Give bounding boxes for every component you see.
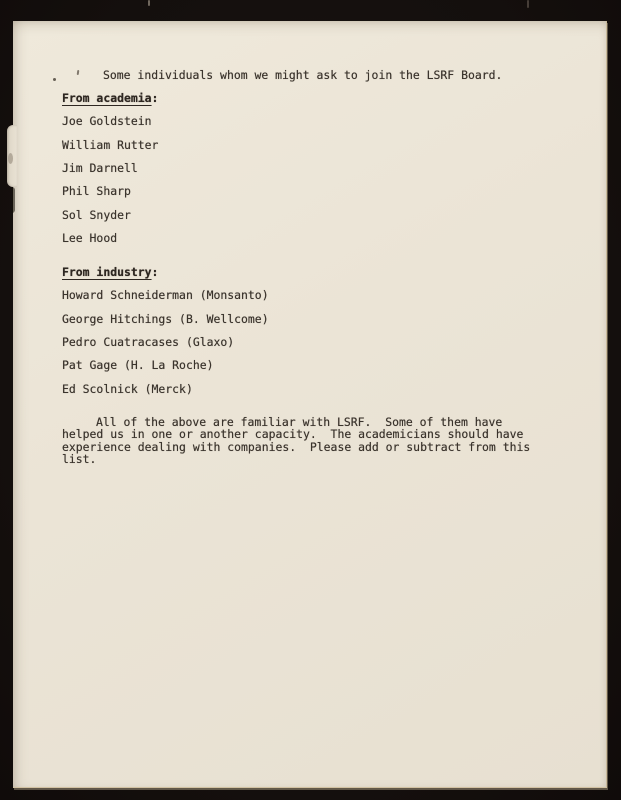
scan-artifact-tick	[77, 70, 80, 75]
list-item-industry: Pedro Cuatracases (Glaxo)	[62, 335, 235, 349]
intro-line: Some individuals whom we might ask to join the LSRF Board.	[103, 68, 503, 82]
list-item-industry: Pat Gage (H. La Roche)	[62, 358, 214, 372]
paper-edge-notch	[12, 187, 15, 213]
section-heading-industry	[62, 266, 158, 279]
scan-scratch-right	[527, 0, 529, 8]
paper-edge-tab	[7, 125, 17, 187]
staple-smudge	[8, 153, 13, 164]
list-item-academia: Phil Sharp	[62, 184, 131, 198]
list-item-academia: William Rutter	[62, 138, 159, 152]
closing-line: helped us in one or another capacity. The academicians should have	[62, 427, 524, 442]
scan-scratch-left	[148, 0, 150, 6]
list-item-academia: Jim Darnell	[62, 161, 138, 175]
document-page	[13, 21, 607, 788]
heading-industry-text: From industry	[62, 265, 152, 279]
closing-line: experience dealing with companies. Please add or subtract from this	[62, 439, 531, 454]
closing-line: All of the above are familiar with LSRF. Some of them have	[96, 415, 503, 429]
list-item-academia: Sol Snyder	[62, 208, 131, 222]
closing-paragraph	[62, 416, 530, 465]
heading-academia-colon: :	[151, 91, 159, 105]
section-heading-academia	[62, 92, 158, 105]
scan-artifact-dot	[53, 78, 56, 81]
list-item-industry: George Hitchings (B. Wellcome)	[62, 312, 269, 326]
list-item-academia: Joe Goldstein	[62, 114, 152, 128]
list-item-industry: Howard Schneiderman (Monsanto)	[62, 288, 269, 302]
list-item-academia: Lee Hood	[62, 231, 118, 245]
heading-industry-colon: :	[151, 265, 159, 279]
list-item-industry: Ed Scolnick (Merck)	[62, 382, 193, 396]
closing-line: list.	[62, 451, 97, 466]
heading-academia-text: From academia	[62, 91, 152, 105]
